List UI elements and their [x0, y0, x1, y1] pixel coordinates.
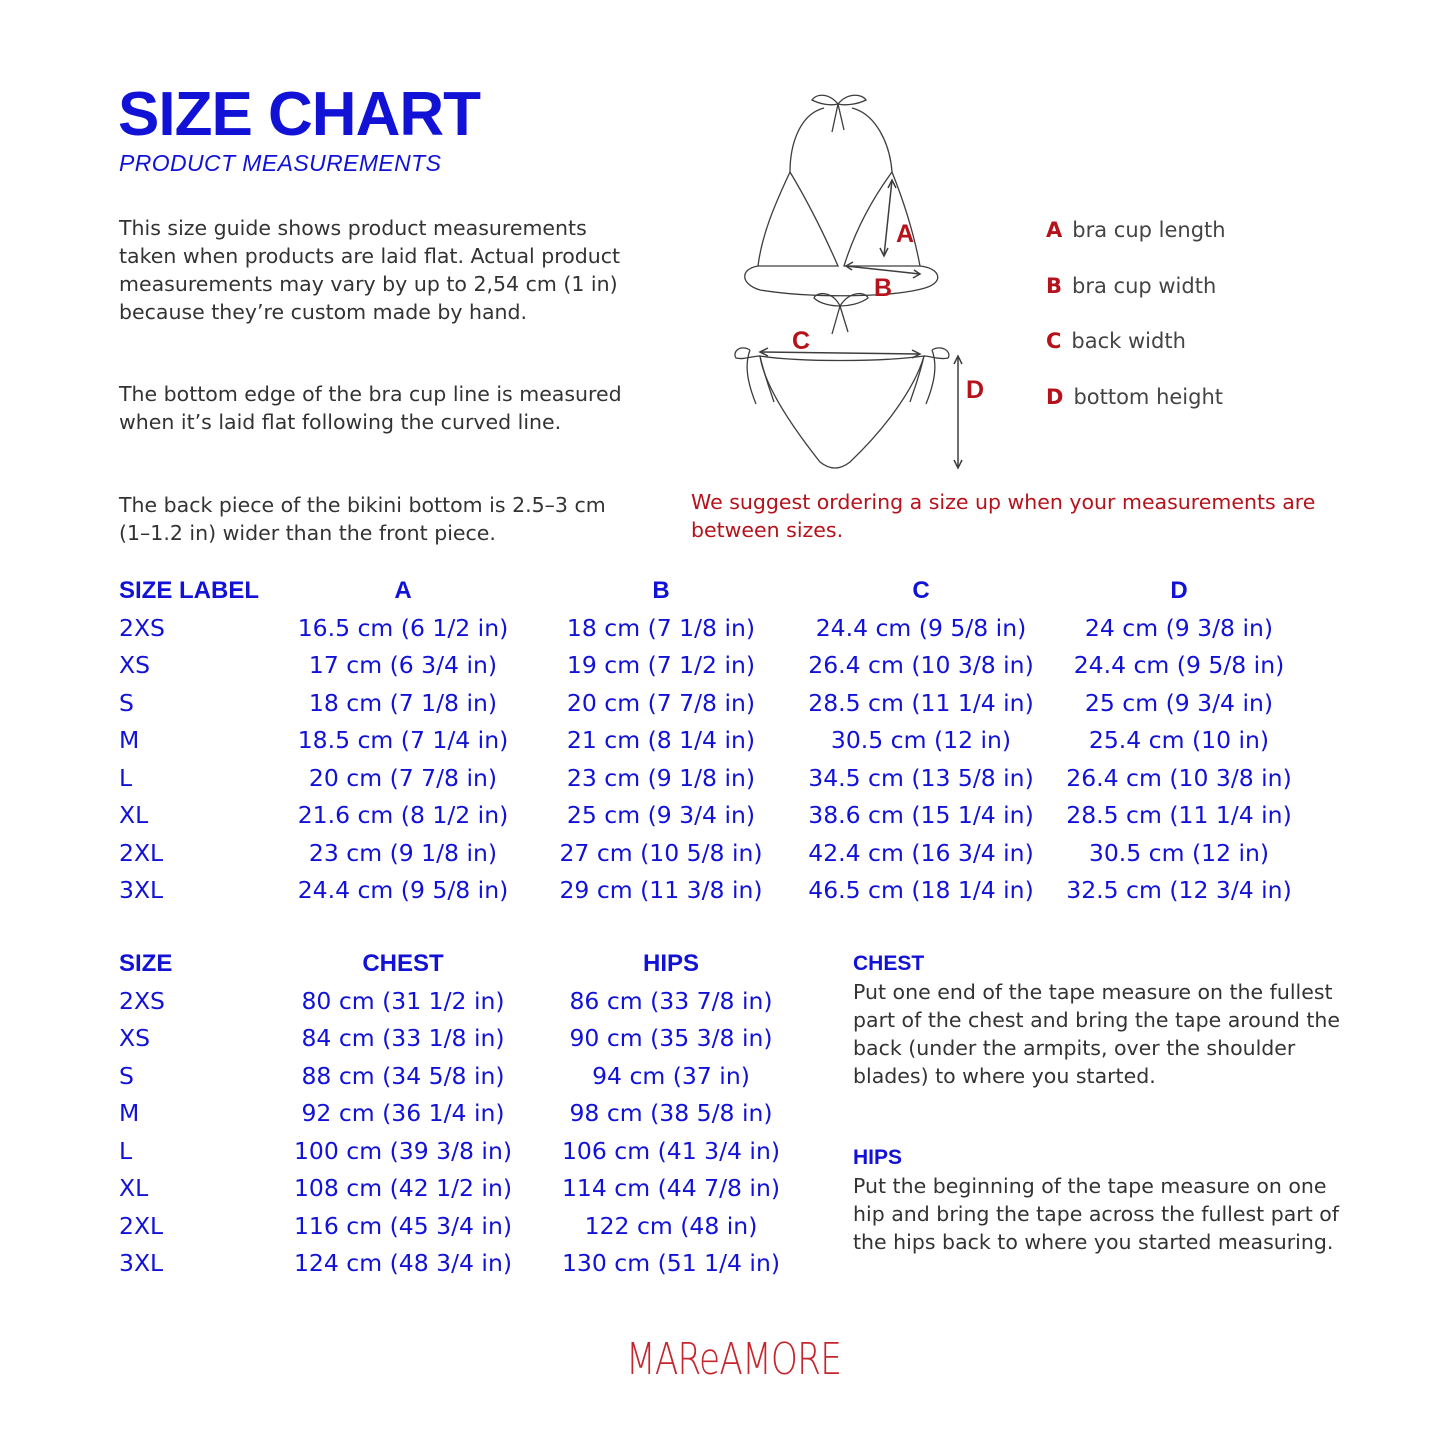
product-table-cell: 23 cm (9 1/8 in)	[566, 763, 756, 792]
product-table-cell: 28.5 cm (11 1/4 in)	[808, 688, 1034, 717]
body-table-cell: 92 cm (36 1/4 in)	[301, 1099, 505, 1127]
product-table-cell: 2XL	[119, 838, 164, 867]
brand-logo: MAReAMORE	[626, 1334, 842, 1385]
body-table-cell: 116 cm (45 3/4 in)	[293, 1211, 513, 1240]
product-table-cell: 29 cm (11 3/8 in)	[559, 876, 763, 904]
body-table-cell: 130 cm (51 1/4 in)	[561, 1249, 781, 1277]
page-title: SIZE CHART	[118, 80, 480, 149]
product-table-cell: 21.6 cm (8 1/2 in)	[297, 801, 509, 829]
product-table-cell: 17 cm (6 3/4 in)	[308, 651, 498, 679]
product-table-cell: 16.5 cm (6 1/2 in)	[297, 613, 509, 642]
body-table-cell: XL	[119, 1174, 149, 1202]
product-table-row	[0, 647, 1445, 684]
product-table-header-cell: C	[912, 577, 930, 604]
diagram-label-b: B	[874, 274, 893, 302]
product-table-cell: 46.5 cm (18 1/4 in)	[808, 876, 1034, 904]
body-table-cell: S	[119, 1061, 134, 1090]
product-table-row	[0, 797, 1445, 834]
product-table-cell: 32.5 cm (12 3/4 in)	[1066, 876, 1292, 904]
chest-howto-text: Put one end of the tape measure on the fullest part of the chest and bring the tape around the back (under the armpits, over the shoulder blades) to where you started.	[853, 980, 1340, 1088]
body-table-cell: 124 cm (48 3/4 in)	[293, 1249, 513, 1277]
body-table-cell: 3XL	[119, 1249, 164, 1277]
body-table-cell: 88 cm (34 5/8 in)	[301, 1061, 505, 1090]
product-table-cell: 23 cm (9 1/8 in)	[308, 838, 498, 867]
top-tie-left	[812, 95, 838, 105]
body-table-cell: M	[119, 1099, 140, 1127]
product-table-cell: 24.4 cm (9 5/8 in)	[1073, 651, 1285, 679]
product-table-cell: 2XS	[119, 613, 165, 642]
body-table-cell: 114 cm (44 7/8 in)	[561, 1174, 781, 1202]
bra-band	[745, 266, 938, 296]
product-table-cell: 20 cm (7 7/8 in)	[308, 763, 498, 792]
product-table-cell: 18 cm (7 1/8 in)	[566, 613, 756, 642]
body-table-row	[0, 1058, 820, 1095]
product-table-cell: 18.5 cm (7 1/4 in)	[297, 726, 509, 754]
product-table-cell: 30.5 cm (12 in)	[1088, 838, 1270, 867]
top-tie-right	[838, 95, 866, 105]
left-cup	[758, 172, 838, 266]
body-table-cell: XS	[119, 1024, 151, 1052]
body-table-row	[0, 1208, 820, 1245]
body-table-cell: 98 cm (38 5/8 in)	[569, 1099, 773, 1127]
product-table-cell: 38.6 cm (15 1/4 in)	[808, 801, 1034, 829]
product-table-row	[0, 872, 1445, 909]
product-table-header-row	[0, 572, 1445, 609]
body-table-cell: 86 cm (33 7/8 in)	[569, 986, 773, 1015]
intro-paragraph-1: This size guide shows product measurements taken when products are laid flat. Actual product measurements may vary by up to 2,54 cm (1 in) because they’re custom made by hand.	[119, 216, 621, 324]
product-table-cell: 26.4 cm (10 3/8 in)	[1066, 763, 1292, 792]
product-table-cell: 3XL	[119, 876, 164, 904]
intro-paragraph-3: The back piece of the bikini bottom is 2.5–3 cm (1–1.2 in) wider than the front piece.	[119, 493, 606, 545]
product-table-row	[0, 835, 1445, 872]
legend-item-c: C back width	[1046, 329, 1186, 353]
product-table-cell: 24.4 cm (9 5/8 in)	[297, 876, 509, 904]
body-table-cell: 2XS	[119, 986, 165, 1015]
product-table-cell: 18 cm (7 1/8 in)	[308, 688, 498, 717]
product-table-row	[0, 722, 1445, 759]
bikini-diagram	[720, 84, 1010, 484]
body-table-cell: 80 cm (31 1/2 in)	[301, 986, 505, 1015]
product-table-cell: XS	[119, 651, 151, 679]
body-table-header-cell: CHEST	[362, 950, 444, 977]
product-table-header-cell: SIZE LABEL	[119, 577, 260, 604]
product-table-cell: S	[119, 688, 134, 717]
bikini-bottom	[760, 356, 924, 468]
product-table-cell: L	[119, 763, 133, 792]
body-table-cell: 2XL	[119, 1211, 164, 1240]
body-table-cell: 122 cm (48 in)	[584, 1211, 758, 1240]
size-suggestion: We suggest ordering a size up when your measurements are between sizes.	[691, 490, 1316, 542]
body-table-header-cell: HIPS	[642, 950, 700, 977]
product-measurements-table	[0, 572, 1445, 912]
product-table-cell: 25 cm (9 3/4 in)	[1084, 688, 1274, 717]
body-table-cell: L	[119, 1136, 133, 1165]
product-table-cell: 26.4 cm (10 3/8 in)	[808, 651, 1034, 679]
product-table-row	[0, 760, 1445, 797]
product-table-cell: 25 cm (9 3/4 in)	[566, 801, 756, 829]
body-table-header-cell: SIZE	[119, 950, 173, 977]
product-table-cell: 20 cm (7 7/8 in)	[566, 688, 756, 717]
product-table-cell: 25.4 cm (10 in)	[1088, 726, 1270, 754]
diagram-label-c: C	[792, 327, 811, 355]
product-table-cell: 28.5 cm (11 1/4 in)	[1066, 801, 1292, 829]
product-table-cell: 21 cm (8 1/4 in)	[566, 726, 756, 754]
chest-howto-title: CHEST	[853, 952, 925, 975]
product-table-cell: XL	[119, 801, 149, 829]
diagram-label-d: D	[966, 376, 985, 404]
body-table-row	[0, 1170, 820, 1207]
body-measurements-table	[0, 945, 820, 1285]
product-table-cell: M	[119, 726, 140, 754]
product-table-cell: 24.4 cm (9 5/8 in)	[815, 613, 1027, 642]
page-subtitle: PRODUCT MEASUREMENTS	[119, 150, 442, 176]
product-table-header-cell: A	[394, 577, 412, 604]
hips-howto-title: HIPS	[853, 1146, 903, 1169]
body-table-row	[0, 1020, 820, 1057]
body-table-cell: 100 cm (39 3/8 in)	[293, 1136, 513, 1165]
product-table-header-cell: D	[1170, 577, 1188, 604]
body-table-cell: 106 cm (41 3/4 in)	[561, 1136, 781, 1165]
legend-item-a: A bra cup length	[1046, 218, 1226, 242]
product-table-cell: 27 cm (10 5/8 in)	[559, 838, 763, 867]
body-table-cell: 90 cm (35 3/8 in)	[569, 1024, 773, 1052]
hips-howto-text: Put the beginning of the tape measure on one hip and bring the tape across the fullest part of the hips back to where you started measuring.	[853, 1174, 1340, 1254]
body-table-cell: 108 cm (42 1/2 in)	[293, 1174, 513, 1202]
legend-item-d: D bottom height	[1046, 385, 1224, 409]
legend-item-b: B bra cup width	[1046, 274, 1217, 298]
intro-paragraph-2: The bottom edge of the bra cup line is measured when it’s laid flat following the curved line.	[119, 382, 622, 434]
body-table-cell: 84 cm (33 1/8 in)	[301, 1024, 505, 1052]
product-table-cell: 19 cm (7 1/2 in)	[566, 651, 756, 679]
body-table-row	[0, 1133, 820, 1170]
product-table-cell: 24 cm (9 3/8 in)	[1084, 613, 1274, 642]
body-table-cell: 94 cm (37 in)	[592, 1061, 750, 1090]
product-table-cell: 42.4 cm (16 3/4 in)	[808, 838, 1034, 867]
body-table-header-row	[0, 945, 820, 982]
product-table-cell: 30.5 cm (12 in)	[830, 726, 1012, 754]
body-table-row	[0, 1095, 820, 1132]
body-table-row	[0, 1245, 820, 1282]
product-table-cell: 34.5 cm (13 5/8 in)	[808, 763, 1034, 792]
diagram-label-a: A	[896, 220, 915, 248]
body-table-row	[0, 983, 820, 1020]
product-table-header-cell: B	[652, 577, 670, 604]
product-table-row	[0, 610, 1445, 647]
product-table-row	[0, 685, 1445, 722]
